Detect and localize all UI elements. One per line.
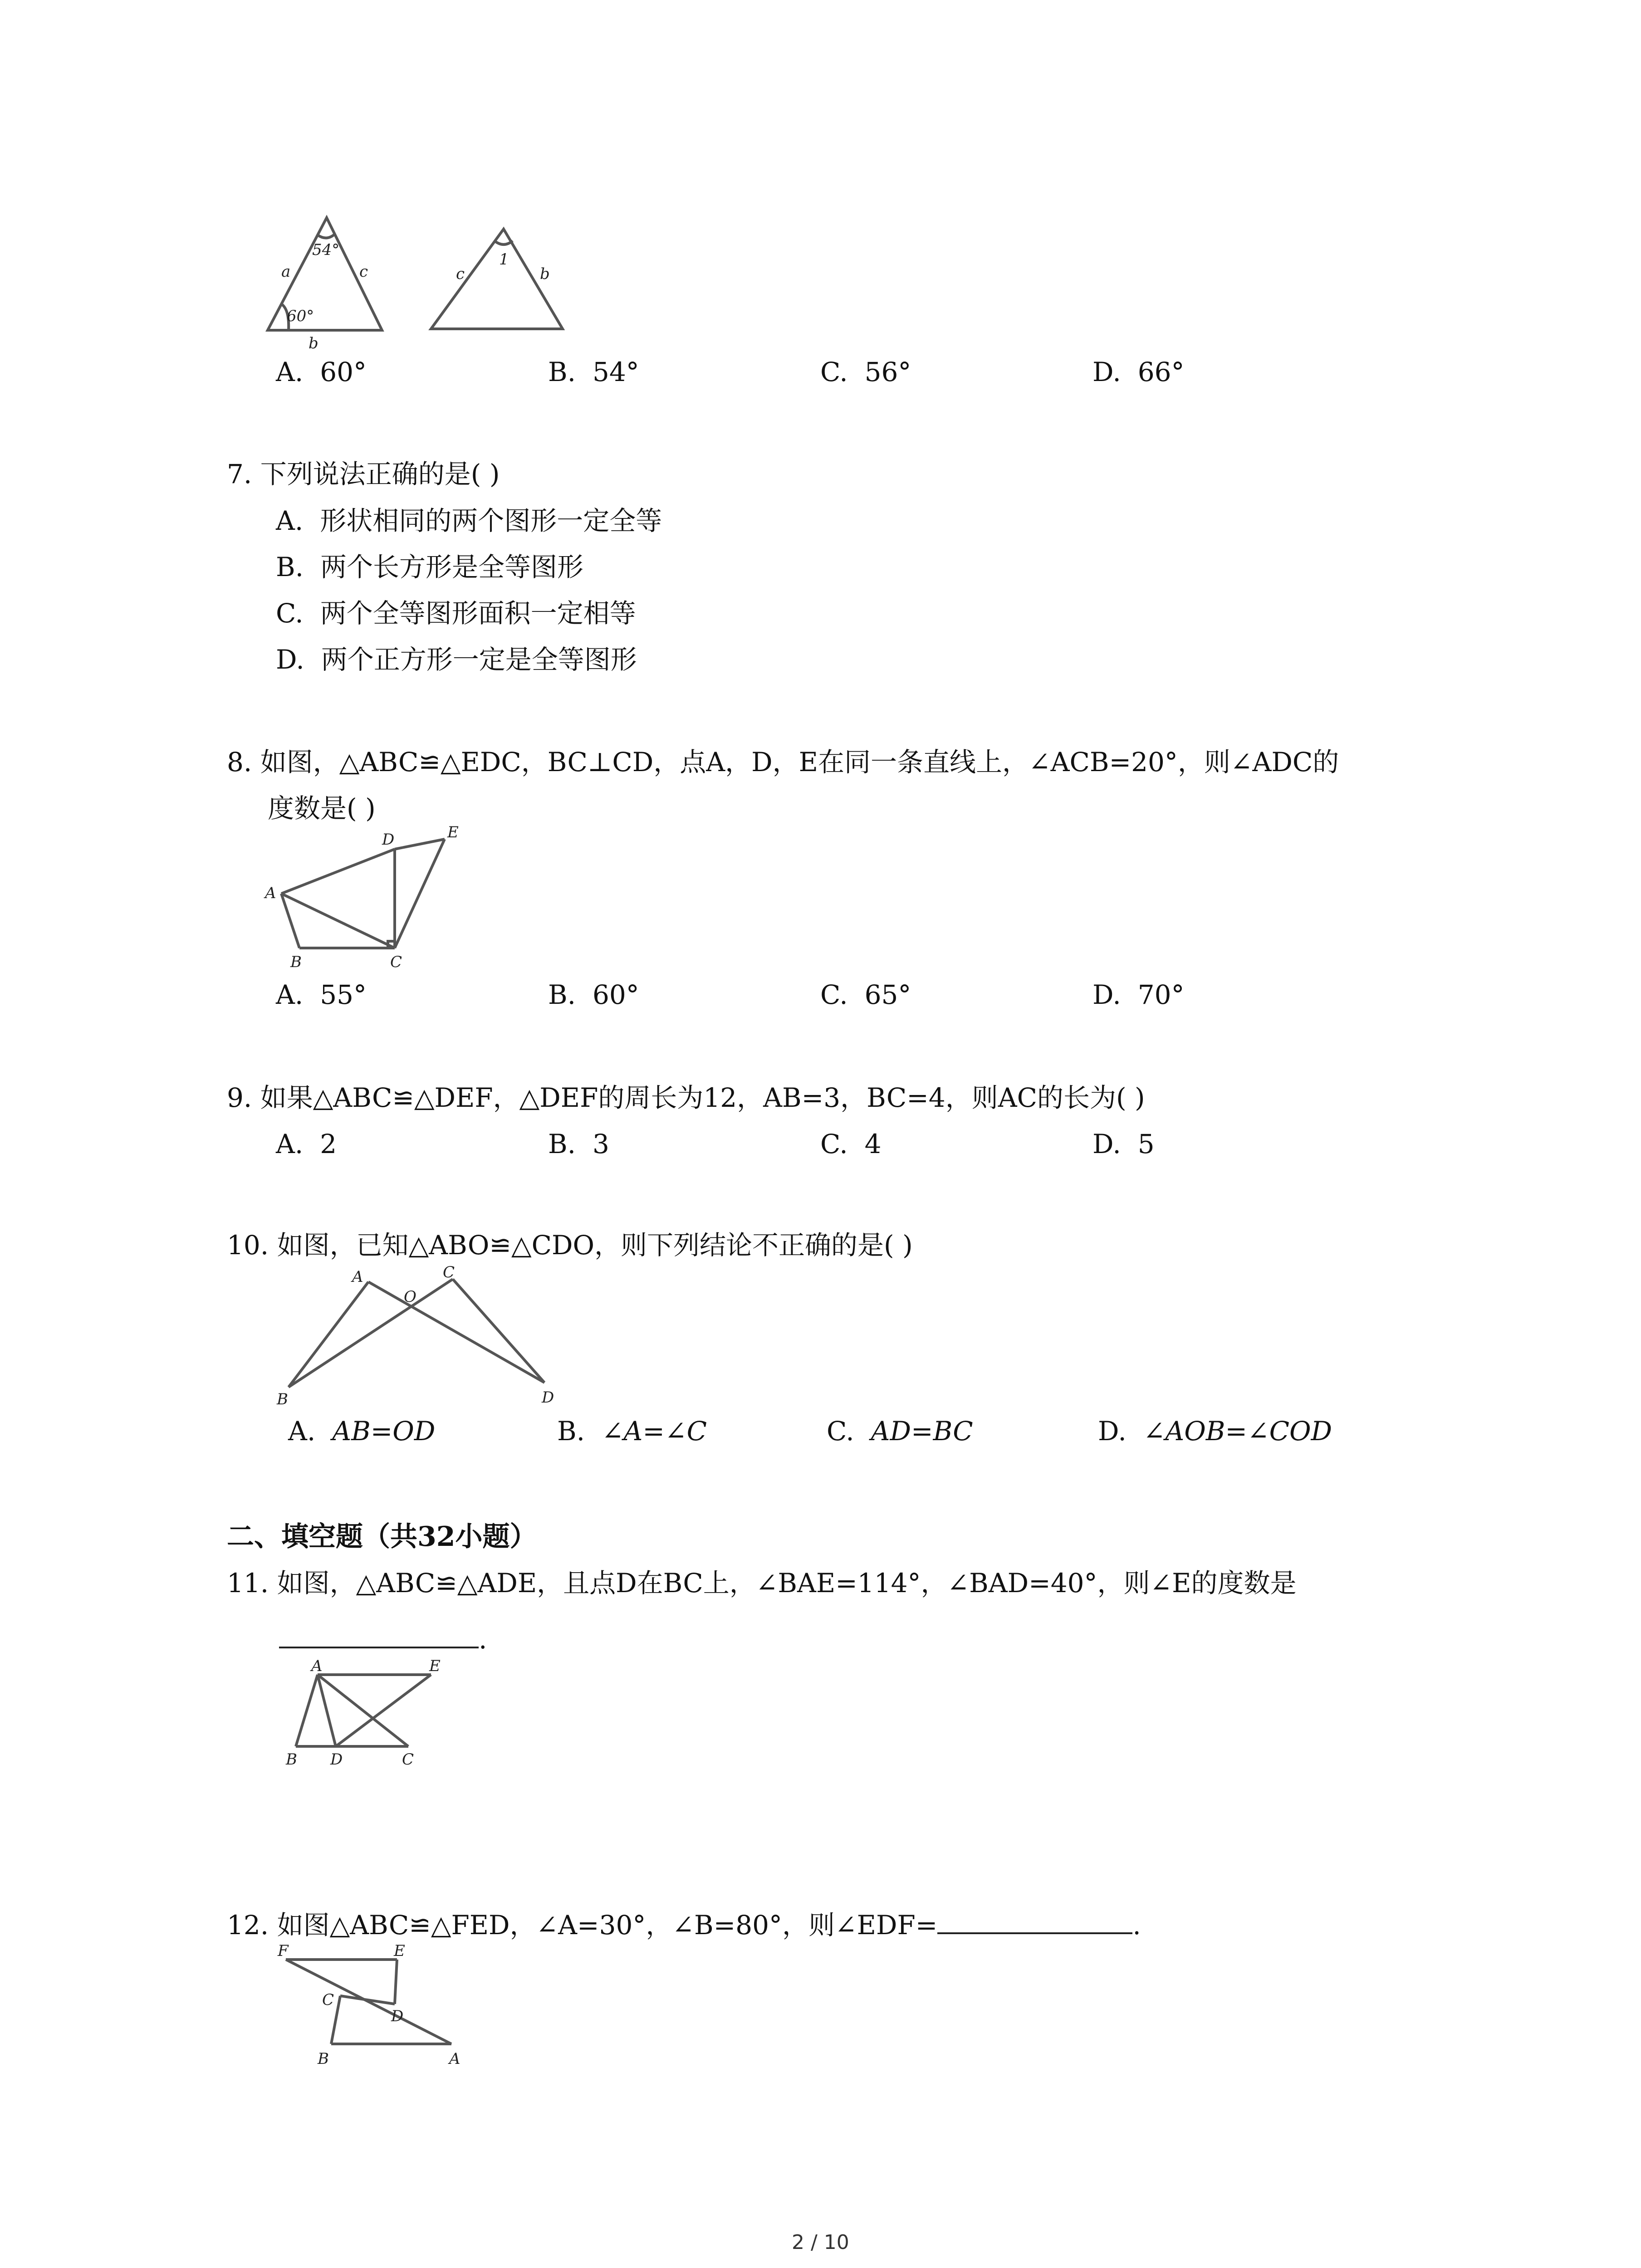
q12-figure <box>272 1932 463 2077</box>
option-text: 54° <box>592 357 639 387</box>
q12-label-b: B <box>318 2050 329 2068</box>
q10-label-c: C <box>443 1263 455 1281</box>
option-letter: D. <box>1098 1416 1127 1447</box>
q7-stem: 7. 下列说法正确的是( ) <box>227 459 500 489</box>
q12-label-d: D <box>391 2007 404 2025</box>
option-text: 5 <box>1137 1129 1155 1159</box>
option-letter: A. <box>276 357 304 387</box>
section-title: 二、填空题（共32小题） <box>227 1521 537 1553</box>
q6-figure-right <box>426 225 572 333</box>
q9-option-d <box>1092 1121 1155 1167</box>
q9-option-c <box>820 1121 882 1167</box>
q10-figure <box>272 1263 572 1411</box>
option-text: 70° <box>1137 979 1185 1010</box>
option-letter: B. <box>548 357 576 387</box>
q8-label-e: E <box>447 823 459 841</box>
q6-right-side-c: c <box>456 265 465 283</box>
q10-label-o: O <box>404 1288 416 1306</box>
q7-option-d <box>276 637 637 682</box>
q10-stem: 10. 如图，已知△ABO≌△CDO，则下列结论不正确的是( ) <box>227 1230 913 1261</box>
q12-stem: 12. 如图△ABC≌△FED，∠A=30°，∠B=80°，则∠EDF= <box>227 1910 938 1941</box>
q12-label-a: A <box>449 2050 460 2068</box>
option-letter: A. <box>288 1416 316 1447</box>
q10-label-a: A <box>352 1268 363 1286</box>
q10-option-a <box>288 1408 435 1454</box>
q9-option-a <box>276 1121 337 1167</box>
q8-label-b: B <box>290 953 302 971</box>
q11-label-c: C <box>402 1750 414 1769</box>
q7-option-b <box>276 544 583 590</box>
option-letter: A. <box>276 1129 304 1159</box>
q10-label-b: B <box>277 1390 288 1408</box>
q11-label-b: B <box>286 1750 297 1769</box>
option-text: 65° <box>864 979 911 1010</box>
page-number: 2 / 10 <box>792 2231 849 2254</box>
answer-blank[interactable] <box>279 1615 479 1648</box>
option-text: ∠A=∠C <box>601 1416 707 1447</box>
option-letter: D. <box>276 644 304 675</box>
q10-label-d: D <box>542 1388 554 1407</box>
q8-option-a <box>276 972 367 1017</box>
q11-answer-line <box>279 1615 487 1662</box>
q6-right-side-b: b <box>540 265 550 283</box>
period: . <box>1132 1910 1141 1941</box>
q6-option-d <box>1092 349 1185 395</box>
q6-left-angle-bl: 60° <box>287 307 314 325</box>
q11-label-e: E <box>429 1657 441 1675</box>
option-text: 两个全等图形面积一定相等 <box>320 598 636 629</box>
option-letter: A. <box>276 505 304 536</box>
option-text: 66° <box>1137 357 1185 387</box>
q6-left-side-c: c <box>359 263 368 281</box>
option-text: 60° <box>592 979 639 1010</box>
option-letter: B. <box>557 1416 585 1447</box>
q11-stem: 11. 如图，△ABC≌△ADE，且点D在BC上，∠BAE=114°，∠BAD=40°，则∠E的度数是 <box>227 1568 1297 1598</box>
option-letter: B. <box>548 1129 576 1159</box>
option-letter: C. <box>827 1416 854 1447</box>
option-text: AB=OD <box>332 1416 436 1447</box>
q6-figure-left <box>254 213 399 352</box>
q10-option-b <box>557 1408 707 1454</box>
option-text: 两个正方形一定是全等图形 <box>321 644 637 675</box>
option-letter: C. <box>820 1129 848 1159</box>
option-text: ∠AOB=∠COD <box>1143 1416 1332 1447</box>
q9-option-b <box>548 1121 609 1167</box>
option-letter: A. <box>276 979 304 1010</box>
q7-option-c <box>276 591 636 636</box>
option-text: 形状相同的两个图形一定全等 <box>320 505 662 536</box>
q11-label-d: D <box>330 1750 343 1769</box>
q11-figure <box>277 1656 467 1769</box>
option-letter: C. <box>820 357 848 387</box>
q6-option-b <box>548 349 639 395</box>
option-letter: C. <box>276 598 304 629</box>
option-text: 55° <box>320 979 367 1010</box>
option-text: 3 <box>592 1129 609 1159</box>
q8-option-c <box>820 972 911 1017</box>
q7-option-a <box>276 498 662 543</box>
q12-label-e: E <box>394 1942 405 1960</box>
q8-label-a: A <box>265 884 276 902</box>
q6-option-a <box>276 349 367 395</box>
q9-stem: 9. 如果△ABC≌△DEF，△DEF的周长为12，AB=3，BC=4，则AC的长为( ) <box>227 1082 1145 1113</box>
option-text: 4 <box>864 1129 882 1159</box>
option-letter: D. <box>1092 1129 1121 1159</box>
q8-option-d <box>1092 972 1185 1017</box>
option-letter: C. <box>820 979 848 1010</box>
q8-option-b <box>548 972 639 1017</box>
q10-option-c <box>827 1408 973 1454</box>
option-letter: D. <box>1092 979 1121 1010</box>
q8-stem-line2: 度数是( ) <box>268 793 376 824</box>
q6-left-side-b: b <box>309 334 318 352</box>
q8-label-d: D <box>382 831 395 849</box>
q10-option-d <box>1098 1408 1332 1454</box>
q6-right-angle-1: 1 <box>499 250 509 269</box>
period: . <box>479 1624 487 1655</box>
q12-label-f: F <box>278 1942 289 1960</box>
q11-label-a: A <box>311 1657 323 1675</box>
option-letter: D. <box>1092 357 1121 387</box>
q8-label-c: C <box>390 953 402 971</box>
option-letter: B. <box>548 979 576 1010</box>
q8-stem-line1: 8. 如图，△ABC≌△EDC，BC⊥CD，点A，D，E在同一条直线上，∠ACB=20°，则∠ADC的 <box>227 747 1339 777</box>
option-text: 2 <box>320 1129 337 1159</box>
option-text: 两个长方形是全等图形 <box>320 552 583 582</box>
option-text: 56° <box>864 357 911 387</box>
option-letter: B. <box>276 552 304 582</box>
q6-option-c <box>820 349 911 395</box>
q12-label-c: C <box>322 1991 334 2009</box>
answer-blank[interactable] <box>937 1901 1132 1934</box>
q6-left-angle-top: 54° <box>312 241 340 259</box>
q8-figure <box>263 823 472 971</box>
option-text: 60° <box>320 357 367 387</box>
q6-left-side-a: a <box>281 263 291 281</box>
option-text: AD=BC <box>871 1416 973 1447</box>
